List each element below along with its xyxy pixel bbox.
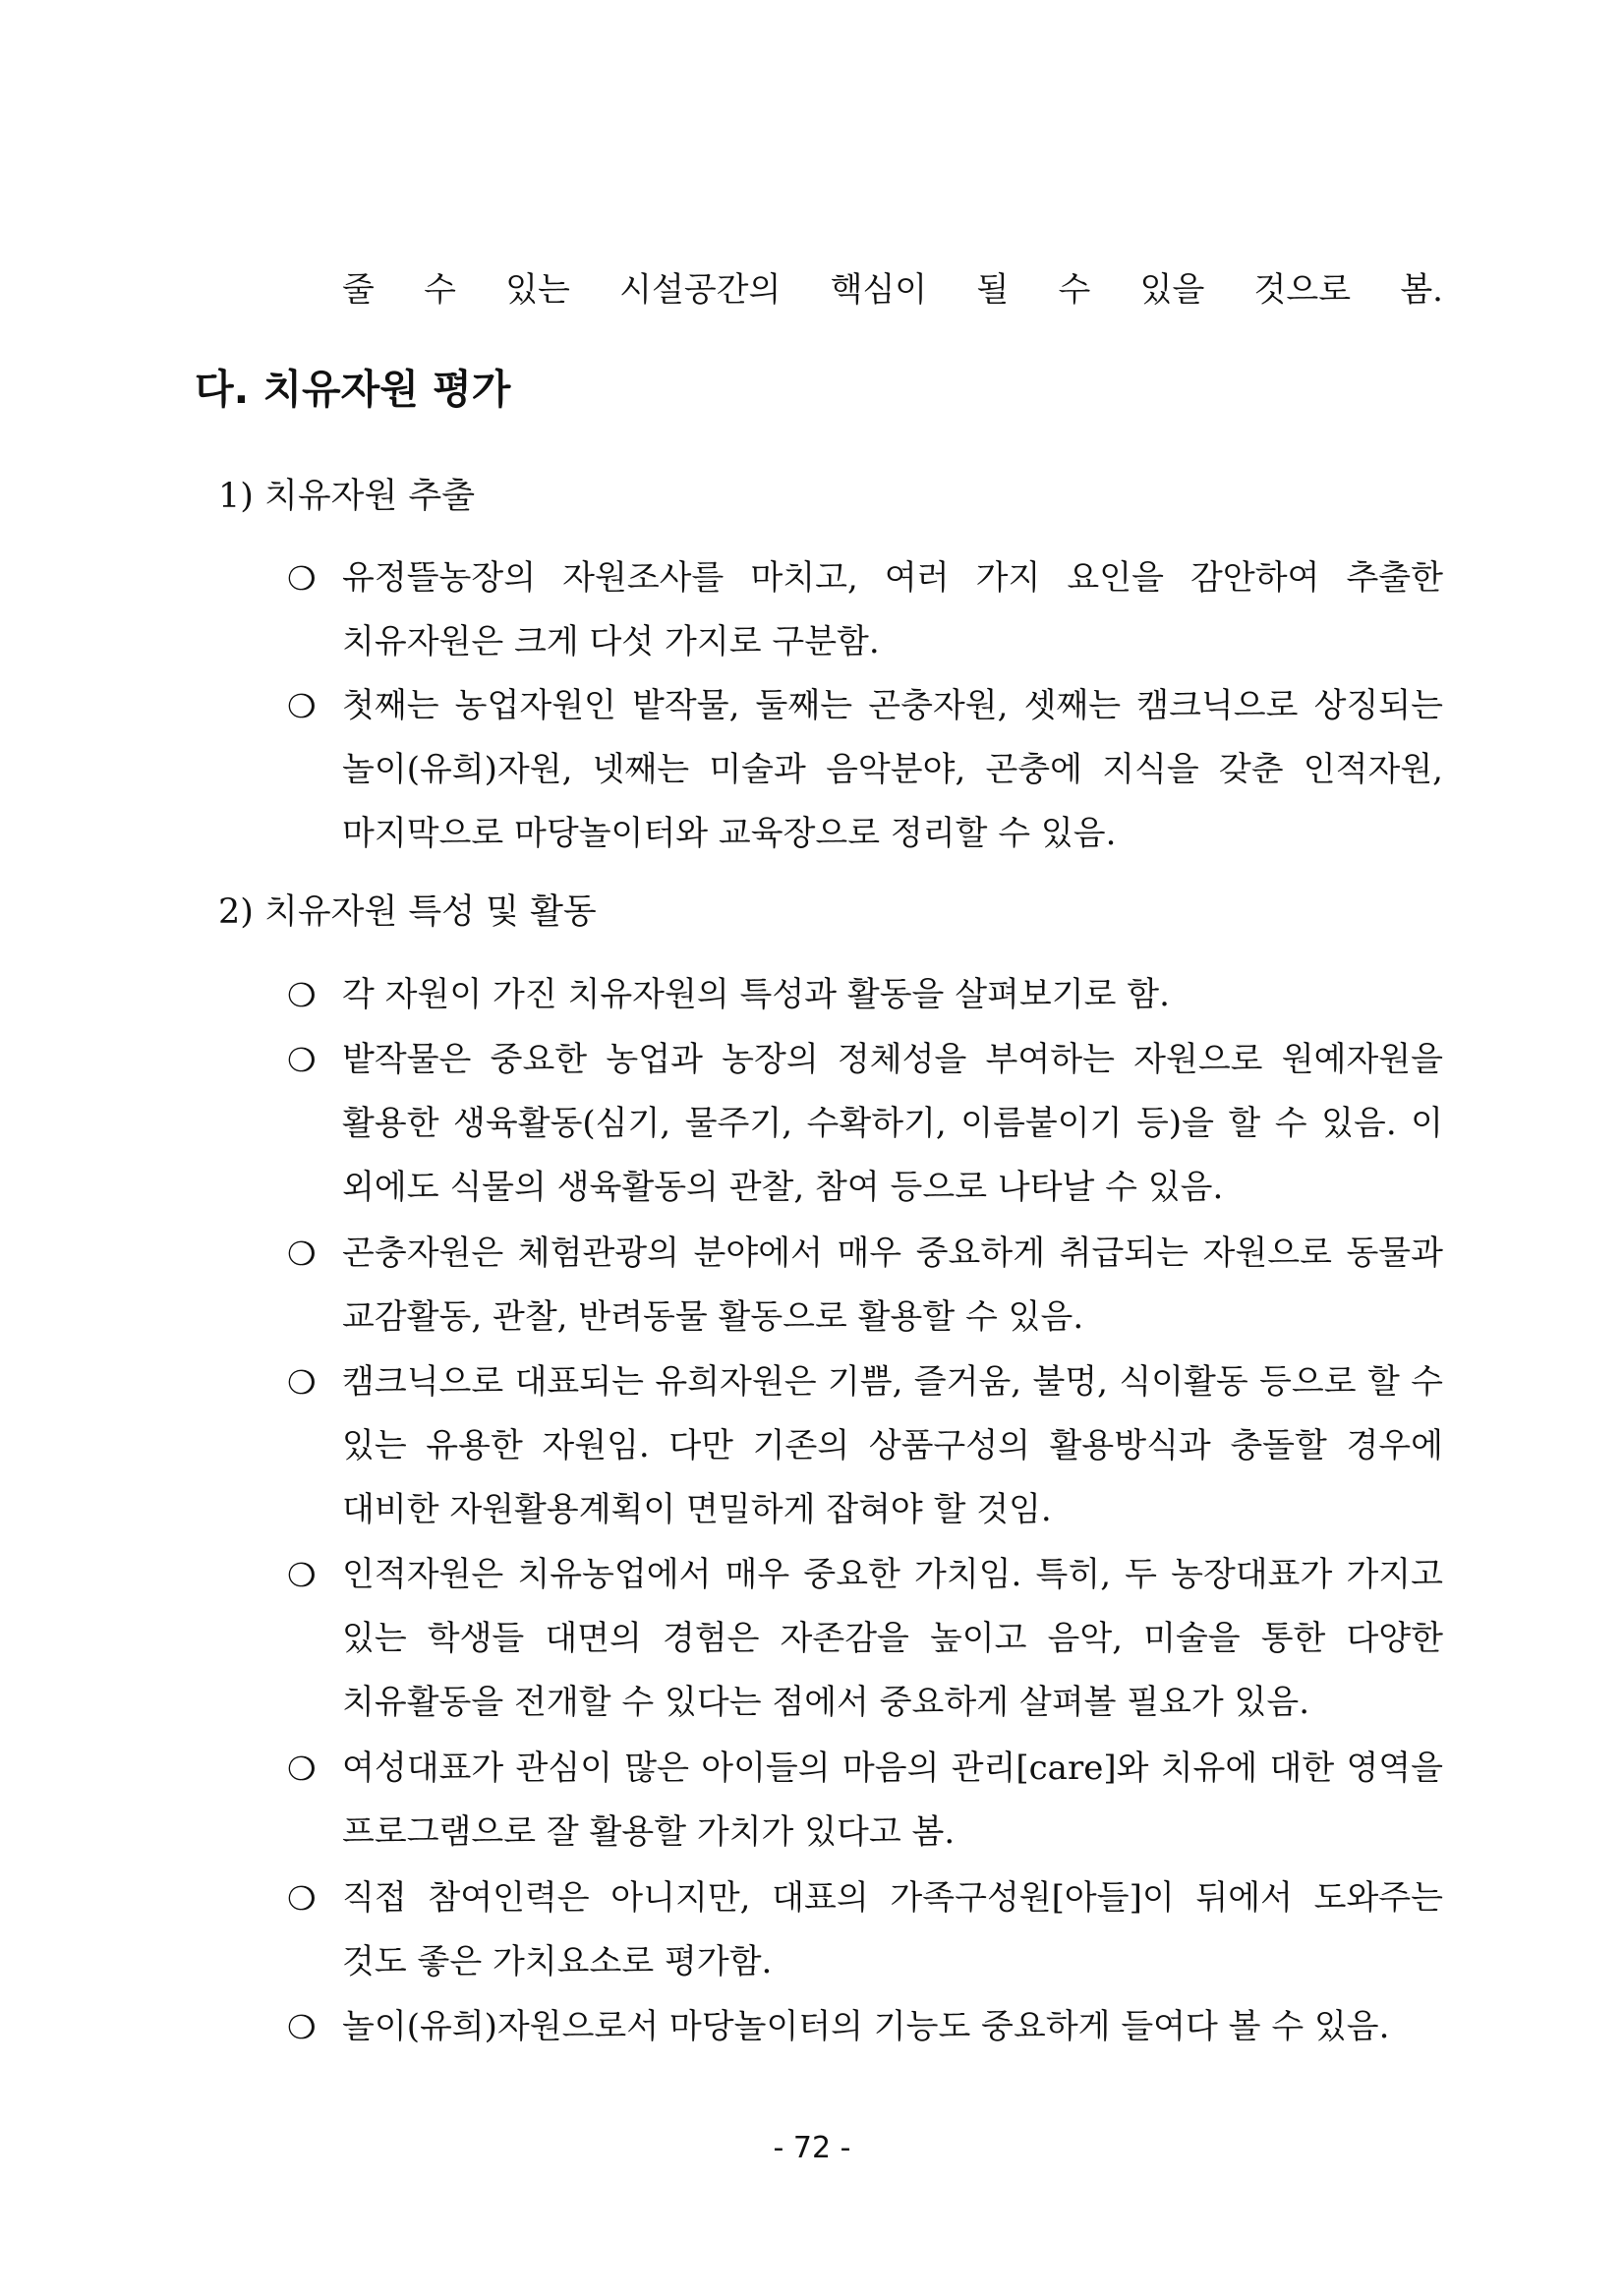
list-item-text: 밭작물은 중요한 농업과 농장의 정체성을 부여하는 자원으로 원예자원을 활용한 생육활동(심기, 물주기, 수확하기, 이름붙이기 등)을 할 수 있음. 이 외에도 식물의 생육활동의 관찰, 참여 등으로 나타날 수 있음. (342, 1040, 1443, 1207)
list-item-text: 놀이(유희)자원으로서 마당놀이터의 기능도 중요하게 들여다 볼 수 있음. (342, 2007, 1390, 2046)
list-item-text: 여성대표가 관심이 많은 아이들의 마음의 관리[care]와 치유에 대한 영역을 프로그램으로 잘 활용할 가치가 있다고 봄. (342, 1749, 1443, 1852)
continuation-paragraph: 줄 수 있는 시설공간의 핵심이 될 수 있을 것으로 봄. (342, 270, 1443, 310)
list-item-text: 인적자원은 치유농업에서 매우 중요한 가치임. 특히, 두 농장대표가 가지고 있는 학생들 대면의 경험은 자존감을 높이고 음악, 미술을 통한 다양한 치유활동을 전개할 수 있다는 점에서 중요하게 살펴볼 필요가 있음. (342, 1555, 1443, 1722)
list-item (287, 1543, 1443, 1735)
list-item-text: 각 자원이 가진 치유자원의 특성과 활동을 살펴보기로 함. (342, 975, 1170, 1014)
list-item (287, 963, 1443, 1027)
list-item (287, 1028, 1443, 1220)
list-item (287, 1995, 1443, 2059)
bullet-circle-icon: ❍ (287, 2008, 317, 2046)
subsection-heading-2: 2) 치유자원 특성 및 활동 (218, 892, 597, 932)
list-item (287, 1866, 1443, 1994)
bullet-circle-icon: ❍ (287, 687, 317, 725)
bullet-circle-icon: ❍ (287, 1750, 317, 1788)
list-item (287, 1350, 1443, 1542)
list-item-text: 유정뜰농장의 자원조사를 마치고, 여러 가지 요인을 감안하여 추출한 치유자원은 크게 다섯 가지로 구분함. (342, 558, 1443, 661)
bullet-circle-icon: ❍ (287, 1879, 317, 1918)
page-number: - 72 - (773, 2131, 851, 2165)
bullet-circle-icon: ❍ (287, 1363, 317, 1402)
list-item (287, 546, 1443, 674)
list-item-text: 직접 참여인력은 아니지만, 대표의 가족구성원[아들]이 뒤에서 도와주는 것도 좋은 가치요소로 평가함. (342, 1878, 1443, 1981)
bullet-circle-icon: ❍ (287, 1234, 317, 1273)
list-item-text: 곤충자원은 체험관광의 분야에서 매우 중요하게 취급되는 자원으로 동물과 교감활동, 관찰, 반려동물 활동으로 활용할 수 있음. (342, 1234, 1443, 1337)
bullet-circle-icon: ❍ (287, 976, 317, 1014)
list-item (287, 1737, 1443, 1865)
list-item-text: 캠크닉으로 대표되는 유희자원은 기쁨, 즐거움, 불멍, 식이활동 등으로 할 수 있는 유용한 자원임. 다만 기존의 상품구성의 활용방식과 충돌할 경우에 대비한 자원활용계획이 면밀하게 잡혀야 할 것임. (342, 1362, 1443, 1529)
list-item (287, 674, 1443, 866)
section-heading: 다. 치유자원 평가 (195, 366, 511, 413)
list-item-text: 첫째는 농업자원인 밭작물, 둘째는 곤충자원, 셋째는 캠크닉으로 상징되는 놀이(유희)자원, 넷째는 미술과 음악분야, 곤충에 지식을 갖춘 인적자원, 마지막으로 마당놀이터와 교육장으로 정리할 수 있음. (342, 686, 1443, 853)
list-item (287, 1222, 1443, 1349)
subsection-heading-1: 1) 치유자원 추출 (218, 477, 476, 516)
bullet-circle-icon: ❍ (287, 1556, 317, 1594)
bullet-circle-icon: ❍ (287, 1041, 317, 1079)
bullet-circle-icon: ❍ (287, 559, 317, 598)
